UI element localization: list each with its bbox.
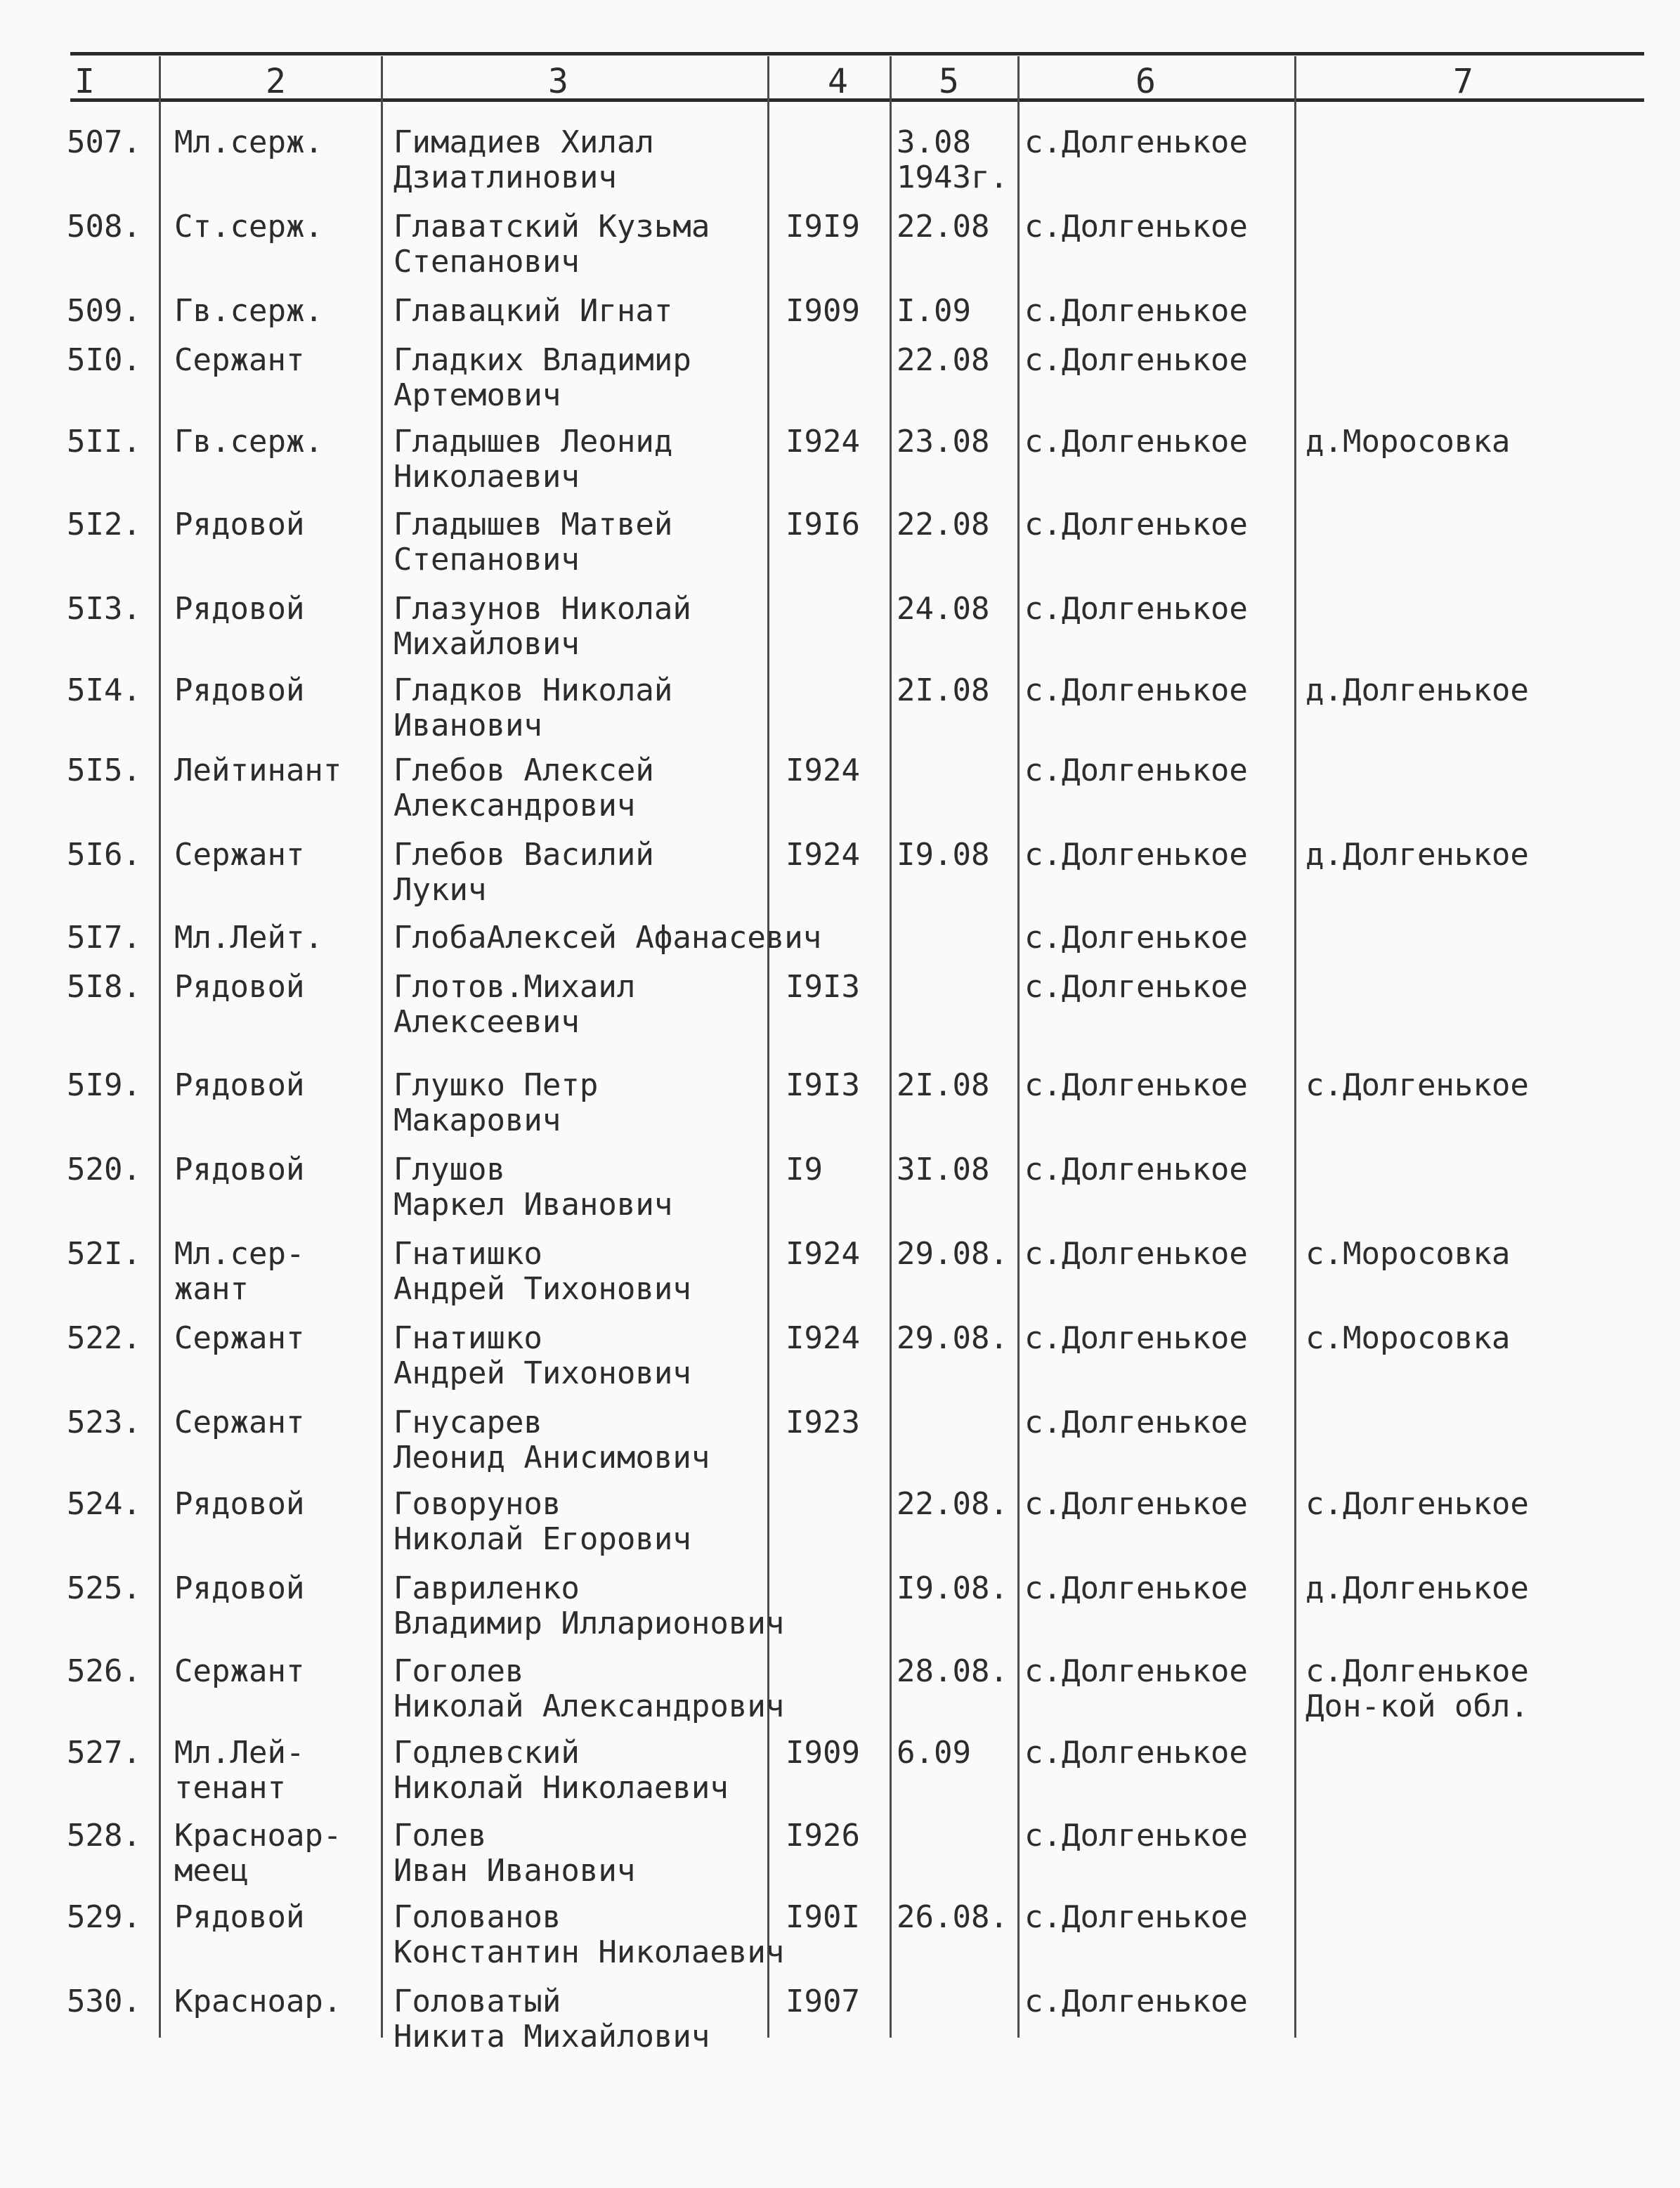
header-col-1: I: [74, 62, 95, 101]
name-cell-line: Гавриленко: [393, 1570, 580, 1606]
column-divider: [1294, 56, 1296, 2038]
name-cell-line: Голованов: [393, 1899, 561, 1935]
origin-place-cell: [1305, 1654, 1529, 1724]
rank-cell: [174, 970, 304, 1005]
name-cell-line: Глотов.Михаил: [393, 969, 636, 1005]
name-cell-line: Главатский Кузьма: [393, 209, 710, 245]
death-date-cell: [897, 673, 989, 708]
death-date-cell: [897, 125, 1008, 195]
rank-cell-line: Сержант: [174, 837, 305, 873]
name-cell-line: Артемович: [393, 377, 561, 413]
row-number: 5I3.: [67, 591, 141, 627]
header-col-6: 6: [1135, 62, 1156, 101]
name-cell-line: Андрей Тихонович: [393, 1355, 691, 1391]
name-cell: [393, 294, 672, 329]
rank-cell: [174, 1984, 341, 2019]
row-number: 507.: [67, 124, 141, 160]
origin-place-cell-line: д.Долгенькое: [1305, 1570, 1529, 1606]
origin-place-cell: [1305, 1068, 1529, 1103]
row-number: 523.: [67, 1405, 141, 1440]
row-number: 5I7.: [67, 920, 141, 956]
rank-cell: [174, 1068, 304, 1103]
rank-cell-line: Рядовой: [174, 591, 305, 627]
birth-year-cell: I909: [786, 293, 860, 329]
death-date-cell-line: 29.08.: [897, 1320, 1008, 1356]
birth-year-cell: I924: [786, 424, 860, 460]
birth-year-cell: I9I9: [786, 209, 860, 245]
name-cell: [393, 753, 654, 823]
rank-cell: [174, 424, 323, 460]
burial-place-cell: с.Долгенькое: [1024, 753, 1248, 788]
name-cell: [393, 125, 654, 195]
name-cell: [393, 838, 654, 908]
name-cell-line: Гимадиев Хилал: [393, 124, 654, 160]
rank-cell: [174, 294, 323, 329]
death-date-cell-line: 2I.08: [897, 672, 990, 708]
burial-place-cell: с.Долгенькое: [1024, 1735, 1248, 1771]
row-number: 5II.: [67, 424, 141, 460]
name-cell-line: Главацкий Игнат: [393, 293, 673, 329]
name-cell: [393, 1068, 598, 1138]
origin-place-cell: [1305, 1237, 1510, 1272]
rank-cell-line: Мл.Лей-: [174, 1735, 305, 1771]
birth-year-cell: I907: [786, 1984, 860, 2019]
death-date-cell-line: 3.08: [897, 124, 971, 160]
origin-place-cell-line: с.Долгенькое: [1305, 1486, 1529, 1522]
death-date-cell-line: 22.08: [897, 342, 990, 378]
rank-cell-line: Сержант: [174, 1320, 305, 1356]
origin-place-cell: [1305, 673, 1529, 708]
rank-cell: [174, 125, 323, 160]
birth-year-cell: I9I3: [786, 969, 860, 1005]
rank-cell-line: Мл.Лейт.: [174, 920, 323, 956]
death-date-cell: [897, 294, 971, 329]
row-number: 520.: [67, 1152, 141, 1187]
origin-place-cell: [1305, 1487, 1529, 1522]
death-date-cell: [897, 1900, 1008, 1935]
burial-place-cell: с.Долгенькое: [1024, 507, 1248, 542]
death-date-cell-line: I.09: [897, 293, 971, 329]
burial-place-cell: с.Долгенькое: [1024, 837, 1248, 873]
name-cell-line: Гнатишко: [393, 1236, 542, 1272]
death-date-cell: [897, 1152, 989, 1187]
name-cell: [393, 1818, 635, 1889]
column-divider: [159, 56, 161, 2038]
birth-year-cell: I926: [786, 1818, 860, 1854]
death-date-cell: [897, 343, 989, 378]
name-cell-line: Голев: [393, 1818, 487, 1854]
row-number: 5I9.: [67, 1067, 141, 1103]
death-date-cell: [897, 507, 989, 542]
death-date-cell-line: 3I.08: [897, 1152, 990, 1187]
name-cell-line: Глебов Василий: [393, 837, 654, 873]
name-cell: [393, 343, 691, 413]
row-number: 530.: [67, 1984, 141, 2019]
rank-cell: [174, 838, 304, 873]
row-number: 525.: [67, 1570, 141, 1606]
rank-cell: [174, 1487, 304, 1522]
name-cell-line: Дзиатлинович: [393, 159, 617, 195]
birth-year-cell: I9I3: [786, 1067, 860, 1103]
row-number: 5I8.: [67, 969, 141, 1005]
name-cell: [393, 1405, 710, 1476]
death-date-cell: [897, 1571, 1008, 1606]
row-number: 5I5.: [67, 753, 141, 788]
name-cell: [393, 1654, 784, 1724]
rank-cell: [174, 592, 304, 627]
burial-place-cell: с.Долгенькое: [1024, 424, 1248, 460]
birth-year-cell: I924: [786, 1320, 860, 1356]
name-cell-line: Головатый: [393, 1984, 561, 2019]
birth-year-cell: I923: [786, 1405, 860, 1440]
name-cell: [393, 1571, 784, 1641]
rank-cell-line: Гв.серж.: [174, 293, 323, 329]
origin-place-cell-line: с.Долгенькое: [1305, 1067, 1529, 1103]
name-cell-line: Гнатишко: [393, 1320, 542, 1356]
rank-cell: [174, 1405, 304, 1440]
burial-place-cell: с.Долгенькое: [1024, 124, 1248, 160]
name-cell: [393, 1152, 672, 1223]
death-date-cell-line: I9.08: [897, 837, 990, 873]
death-date-cell: [897, 1068, 989, 1103]
name-cell-line: Алексеевич: [393, 1004, 580, 1040]
rank-cell: [174, 1818, 341, 1889]
rank-cell-line: Рядовой: [174, 1486, 305, 1522]
top-rule: [70, 52, 1644, 56]
row-number: 5I4.: [67, 672, 141, 708]
death-date-cell-line: 22.08: [897, 507, 990, 542]
header-col-4: 4: [828, 62, 848, 101]
column-divider: [1017, 56, 1020, 2038]
burial-place-cell: с.Долгенькое: [1024, 1320, 1248, 1356]
rank-cell-line: жант: [174, 1271, 249, 1307]
origin-place-cell-line: с.Моросовка: [1305, 1320, 1511, 1356]
name-cell: [393, 424, 672, 495]
name-cell-line: Гладышев Матвей: [393, 507, 673, 542]
rank-cell: [174, 1571, 304, 1606]
rank-cell-line: Рядовой: [174, 1152, 305, 1187]
name-cell-line: Леонид Анисимович: [393, 1440, 710, 1476]
column-divider: [381, 56, 383, 2038]
name-cell-line: Глазунов Николай: [393, 591, 691, 627]
column-divider: [890, 56, 892, 2038]
origin-place-cell: [1305, 838, 1529, 873]
name-cell-line: Гладышев Леонид: [393, 424, 673, 460]
header-col-7: 7: [1453, 62, 1473, 101]
rank-cell-line: Красноар.: [174, 1984, 342, 2019]
death-date-cell: [897, 1237, 1008, 1272]
death-date-cell-line: 26.08.: [897, 1899, 1008, 1935]
death-date-cell: [897, 1487, 1008, 1522]
death-date-cell: [897, 209, 989, 245]
death-date-cell: [897, 838, 989, 873]
name-cell: [393, 920, 821, 956]
rank-cell: [174, 343, 304, 378]
name-cell: [393, 673, 672, 743]
death-date-cell-line: 22.08.: [897, 1486, 1008, 1522]
burial-place-cell: с.Долгенькое: [1024, 672, 1248, 708]
name-cell: [393, 1736, 729, 1806]
death-date-cell: [897, 592, 989, 627]
name-cell: [393, 970, 635, 1040]
rank-cell-line: Лейтинант: [174, 753, 342, 788]
rank-cell: [174, 1237, 304, 1307]
burial-place-cell: с.Долгенькое: [1024, 1984, 1248, 2019]
name-cell-line: Степанович: [393, 542, 580, 578]
row-number: 529.: [67, 1899, 141, 1935]
origin-place-cell-line: д.Долгенькое: [1305, 837, 1529, 873]
row-number: 522.: [67, 1320, 141, 1356]
rank-cell-line: Гв.серж.: [174, 424, 323, 460]
death-date-cell-line: 28.08.: [897, 1653, 1008, 1689]
rank-cell: [174, 1900, 304, 1935]
origin-place-cell-line: д.Моросовка: [1305, 424, 1511, 460]
row-number: 52I.: [67, 1236, 141, 1272]
header-col-2: 2: [266, 62, 286, 101]
rank-cell: [174, 920, 323, 956]
row-number: 528.: [67, 1818, 141, 1854]
origin-place-cell-line: д.Долгенькое: [1305, 672, 1529, 708]
name-cell: [393, 1487, 691, 1557]
rank-cell-line: Рядовой: [174, 507, 305, 542]
burial-place-cell: с.Долгенькое: [1024, 591, 1248, 627]
origin-place-cell-line: с.Моросовка: [1305, 1236, 1511, 1272]
name-cell-line: Макарович: [393, 1102, 561, 1138]
row-number: 508.: [67, 209, 141, 245]
rank-cell-line: Мл.серж.: [174, 124, 323, 160]
death-date-cell-line: 1943г.: [897, 159, 1008, 195]
name-cell-line: Глебов Алексей: [393, 753, 654, 788]
burial-place-cell: с.Долгенькое: [1024, 1486, 1248, 1522]
death-date-cell-line: 6.09: [897, 1735, 971, 1771]
death-date-cell: [897, 1321, 1008, 1356]
rank-cell-line: тенант: [174, 1770, 286, 1806]
burial-place-cell: с.Долгенькое: [1024, 920, 1248, 956]
header-col-5: 5: [939, 62, 959, 101]
origin-place-cell: [1305, 1571, 1529, 1606]
burial-place-cell: с.Долгенькое: [1024, 1236, 1248, 1272]
rank-cell-line: Рядовой: [174, 969, 305, 1005]
name-cell-line: Гладков Николай: [393, 672, 673, 708]
name-cell: [393, 507, 672, 578]
row-number: 5I6.: [67, 837, 141, 873]
birth-year-cell: I9I6: [786, 507, 860, 542]
row-number: 5I0.: [67, 342, 141, 378]
name-cell: [393, 1321, 691, 1391]
rank-cell-line: Сержант: [174, 1653, 305, 1689]
burial-place-cell: с.Долгенькое: [1024, 1818, 1248, 1854]
death-date-cell-line: 22.08: [897, 209, 990, 245]
rank-cell: [174, 507, 304, 542]
rank-cell-line: Ст.серж.: [174, 209, 323, 245]
name-cell-line: Владимир Илларионович: [393, 1606, 785, 1641]
row-number: 509.: [67, 293, 141, 329]
burial-place-cell: с.Долгенькое: [1024, 293, 1248, 329]
birth-year-cell: I909: [786, 1735, 860, 1771]
death-date-cell-line: 23.08: [897, 424, 990, 460]
name-cell: [393, 209, 710, 280]
burial-place-cell: с.Долгенькое: [1024, 1899, 1248, 1935]
name-cell: [393, 1237, 691, 1307]
rank-cell: [174, 209, 323, 245]
name-cell: [393, 592, 691, 662]
birth-year-cell: I90I: [786, 1899, 860, 1935]
origin-place-cell-line: Дон-кой обл.: [1305, 1688, 1529, 1724]
rank-cell: [174, 1736, 304, 1806]
death-date-cell: [897, 1654, 1008, 1689]
birth-year-cell: I924: [786, 753, 860, 788]
name-cell-line: Лукич: [393, 872, 487, 908]
row-number: 527.: [67, 1735, 141, 1771]
name-cell-line: Александрович: [393, 788, 636, 823]
burial-place-cell: с.Долгенькое: [1024, 1152, 1248, 1187]
origin-place-cell: [1305, 424, 1510, 460]
header-col-3: 3: [548, 62, 568, 101]
row-number: 5I2.: [67, 507, 141, 542]
death-date-cell-line: 24.08: [897, 591, 990, 627]
death-date-cell: [897, 1736, 971, 1771]
name-cell: [393, 1984, 710, 2054]
rank-cell-line: Красноар-: [174, 1818, 342, 1854]
origin-place-cell-line: с.Долгенькое: [1305, 1653, 1529, 1689]
rank-cell: [174, 1321, 304, 1356]
burial-place-cell: с.Долгенькое: [1024, 342, 1248, 378]
name-cell-line: Михайлович: [393, 626, 580, 662]
birth-year-cell: I924: [786, 837, 860, 873]
name-cell-line: Иванович: [393, 708, 542, 743]
name-cell-line: Никита Михайлович: [393, 2019, 710, 2054]
rank-cell-line: Рядовой: [174, 1067, 305, 1103]
rank-cell-line: Рядовой: [174, 1899, 305, 1935]
birth-year-cell: I924: [786, 1236, 860, 1272]
name-cell-line: Годлевский: [393, 1735, 580, 1771]
name-cell-line: Гладких Владимир: [393, 342, 691, 378]
name-cell-line: ГлобаАлексей Афанасевич: [393, 920, 822, 956]
rank-cell: [174, 1152, 304, 1187]
burial-place-cell: с.Долгенькое: [1024, 969, 1248, 1005]
rank-cell-line: Сержант: [174, 342, 305, 378]
rank-cell: [174, 753, 341, 788]
rank-cell-line: Сержант: [174, 1405, 305, 1440]
name-cell-line: Николай Николаевич: [393, 1770, 729, 1806]
name-cell-line: Степанович: [393, 244, 580, 280]
rank-cell: [174, 1654, 304, 1689]
name-cell-line: Николаевич: [393, 459, 580, 495]
name-cell-line: Гнусарев: [393, 1405, 542, 1440]
row-number: 526.: [67, 1653, 141, 1689]
name-cell: [393, 1900, 784, 1970]
birth-year-cell: I9: [786, 1152, 823, 1187]
burial-place-cell: с.Долгенькое: [1024, 1570, 1248, 1606]
name-cell-line: Иван Иванович: [393, 1853, 636, 1889]
burial-place-cell: с.Долгенькое: [1024, 1405, 1248, 1440]
death-date-cell-line: 29.08.: [897, 1236, 1008, 1272]
name-cell-line: Говорунов: [393, 1486, 561, 1522]
row-number: 524.: [67, 1486, 141, 1522]
death-date-cell-line: I9.08.: [897, 1570, 1008, 1606]
burial-place-cell: с.Долгенькое: [1024, 1653, 1248, 1689]
burial-place-cell: с.Долгенькое: [1024, 1067, 1248, 1103]
rank-cell-line: меец: [174, 1853, 249, 1889]
rank-cell-line: Рядовой: [174, 1570, 305, 1606]
death-date-cell-line: 2I.08: [897, 1067, 990, 1103]
rank-cell: [174, 673, 304, 708]
name-cell-line: Глушов: [393, 1152, 505, 1187]
name-cell-line: Андрей Тихонович: [393, 1271, 691, 1307]
burial-place-cell: с.Долгенькое: [1024, 209, 1248, 245]
column-divider: [767, 56, 769, 2038]
name-cell-line: Гоголев: [393, 1653, 524, 1689]
name-cell-line: Константин Николаевич: [393, 1934, 785, 1970]
rank-cell-line: Мл.сер-: [174, 1236, 305, 1272]
rank-cell-line: Рядовой: [174, 672, 305, 708]
name-cell-line: Глушко Петр: [393, 1067, 599, 1103]
name-cell-line: Николай Александрович: [393, 1688, 785, 1724]
header-rule: [70, 98, 1644, 102]
name-cell-line: Николай Егорович: [393, 1521, 691, 1557]
death-date-cell: [897, 424, 989, 460]
origin-place-cell: [1305, 1321, 1510, 1356]
name-cell-line: Маркел Иванович: [393, 1187, 673, 1223]
